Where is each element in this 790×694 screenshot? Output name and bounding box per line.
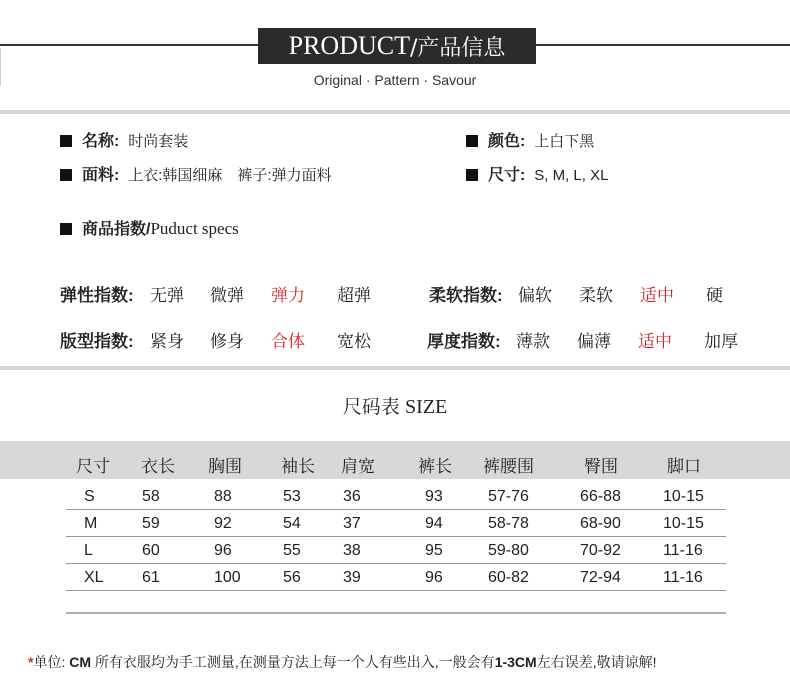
product-header — [258, 28, 536, 64]
table-bottom-rule — [66, 612, 726, 614]
table-cell: 58-78 — [488, 515, 529, 532]
section-divider-mid — [0, 366, 790, 370]
table-cell: 10-15 — [663, 515, 704, 532]
header-rule-right — [536, 44, 790, 46]
table-cell: 94 — [425, 515, 443, 532]
bullet-square-icon — [60, 135, 72, 147]
table-header-cell: 裤长 — [418, 457, 452, 476]
table-cell: 56 — [283, 569, 301, 586]
spec-option: 硬 — [706, 286, 723, 305]
table-row-rule — [66, 563, 726, 564]
table-cell: 61 — [142, 569, 160, 586]
spec-option: 宽松 — [337, 332, 371, 351]
table-cell: 100 — [214, 569, 241, 586]
table-cell: 72-94 — [580, 569, 621, 586]
table-cell: 55 — [283, 542, 301, 559]
spec-option: 柔软 — [579, 286, 613, 305]
table-row-rule — [66, 536, 726, 537]
product-title-zh: /产品信息 — [409, 35, 506, 61]
spec-option-selected: 弹力 — [271, 286, 305, 305]
table-cell: 66-88 — [580, 488, 621, 505]
table-cell: 36 — [343, 488, 361, 505]
table-cell: 59-80 — [488, 542, 529, 559]
table-cell: 39 — [343, 569, 361, 586]
measurement-note: *单位: CM 所有衣服均为手工测量,在测量方法上每一个人有些出入,一般会有1-3CM左右误差,敬请谅解! — [28, 654, 657, 670]
table-header-cell: 肩宽 — [341, 457, 375, 476]
info-color: 颜色: 上白下黑 — [466, 128, 594, 151]
table-cell: 93 — [425, 488, 443, 505]
table-cell: 95 — [425, 542, 443, 559]
spec-option-selected: 合体 — [271, 332, 305, 351]
table-cell: 54 — [283, 515, 301, 532]
header-rule-left — [0, 44, 258, 46]
bullet-square-icon — [60, 169, 72, 181]
product-title-en: PRODUCT — [288, 31, 410, 60]
table-cell: L — [84, 542, 93, 559]
table-cell: 59 — [142, 515, 160, 532]
section-divider-top — [0, 110, 790, 114]
spec-option: 偏薄 — [577, 332, 611, 351]
table-cell: 11-16 — [663, 542, 703, 559]
table-cell: M — [84, 515, 98, 532]
table-header-cell: 脚口 — [667, 457, 701, 476]
info-fabric: 面料: 上衣:韩国细麻 裤子:弹力面料 — [60, 162, 332, 185]
spec-option: 微弹 — [210, 286, 244, 305]
spec-option: 加厚 — [704, 332, 738, 351]
spec-option: 偏软 — [518, 286, 552, 305]
spec-option-selected: 适中 — [640, 286, 674, 305]
size-chart-title: 尺码表 SIZE — [342, 396, 448, 418]
spec-option: 薄款 — [516, 332, 550, 351]
spec-option: 超弹 — [337, 286, 371, 305]
table-cell: 58 — [142, 488, 160, 505]
table-header-cell: 尺寸 — [76, 457, 110, 476]
table-cell: 57-76 — [488, 488, 529, 505]
spec-option: 修身 — [210, 332, 244, 351]
bullet-square-icon — [466, 135, 478, 147]
info-name: 名称: 时尚套装 — [60, 128, 188, 151]
info-size: 尺寸: S, M, L, XL — [466, 162, 608, 185]
bullet-square-icon — [60, 223, 72, 235]
spec-option: 无弹 — [150, 286, 184, 305]
specs-title: 商品指数/Puduct specs — [60, 216, 239, 239]
table-header-cell: 袖长 — [281, 457, 315, 476]
table-cell: 60 — [142, 542, 160, 559]
table-cell: 37 — [343, 515, 361, 532]
table-header-cell: 臀围 — [584, 457, 618, 476]
table-cell: 10-15 — [663, 488, 704, 505]
table-cell: S — [84, 488, 95, 505]
table-cell: 70-92 — [580, 542, 621, 559]
table-cell: 88 — [214, 488, 232, 505]
table-cell: XL — [84, 569, 104, 586]
table-cell: 92 — [214, 515, 232, 532]
table-cell: 60-82 — [488, 569, 529, 586]
spec-option: 紧身 — [150, 332, 184, 351]
table-header-cell: 胸围 — [208, 457, 242, 476]
table-row-rule — [66, 590, 726, 591]
spec-option-selected: 适中 — [638, 332, 672, 351]
table-cell: 68-90 — [580, 515, 621, 532]
table-header-cell: 裤腰围 — [483, 457, 534, 476]
table-row-rule — [66, 509, 726, 510]
table-header-cell: 衣长 — [141, 457, 175, 476]
header-subtitle: Original · Pattern · Savour — [313, 72, 477, 88]
table-cell: 11-16 — [663, 569, 703, 586]
table-cell: 96 — [425, 569, 443, 586]
table-cell: 53 — [283, 488, 301, 505]
bullet-square-icon — [466, 169, 478, 181]
table-cell: 96 — [214, 542, 232, 559]
table-cell: 38 — [343, 542, 361, 559]
